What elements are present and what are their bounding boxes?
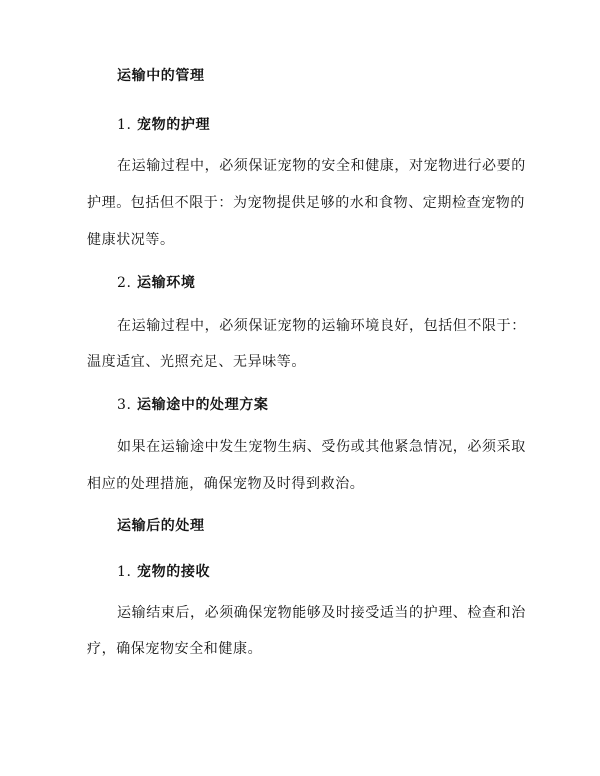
subheading-title: 宠物的护理: [137, 117, 211, 133]
subheading-title: 运输途中的处理方案: [137, 397, 269, 413]
paragraph-line: 相应的处理措施，确保宠物及时得到救治。: [87, 476, 365, 492]
section-heading-post-transport: 运输后的处理: [117, 518, 205, 534]
subheading-transport-environment: [117, 274, 195, 292]
paragraph-line: 运输结束后，必须确保宠物能够及时接受适当的护理、检查和治: [117, 605, 526, 621]
subheading-title: 宠物的接收: [137, 564, 211, 580]
paragraph-line: 健康状况等。: [87, 232, 175, 248]
subheading-number: 1.: [117, 564, 132, 580]
paragraph-line: 在运输过程中，必须保证宠物的运输环境良好，包括但不限于：: [117, 318, 526, 334]
subheading-pet-reception: [117, 563, 210, 581]
paragraph-line: 在运输过程中，必须保证宠物的安全和健康，对宠物进行必要的: [117, 158, 526, 174]
paragraph-line: 疗，确保宠物安全和健康。: [87, 641, 263, 657]
subheading-pet-care: [117, 116, 210, 134]
section-heading-transport-management: 运输中的管理: [117, 68, 205, 84]
subheading-number: 3.: [117, 397, 132, 413]
paragraph-line: 如果在运输途中发生宠物生病、受伤或其他紧急情况，必须采取: [117, 439, 526, 455]
subheading-title: 运输环境: [137, 275, 196, 291]
subheading-number: 2.: [117, 275, 132, 291]
paragraph-line: 温度适宜、光照充足、无异味等。: [87, 354, 306, 370]
subheading-transit-handling-plan: [117, 396, 268, 414]
subheading-number: 1.: [117, 117, 132, 133]
paragraph-line: 护理。包括但不限于：为宠物提供足够的水和食物、定期检查宠物的: [87, 195, 525, 211]
